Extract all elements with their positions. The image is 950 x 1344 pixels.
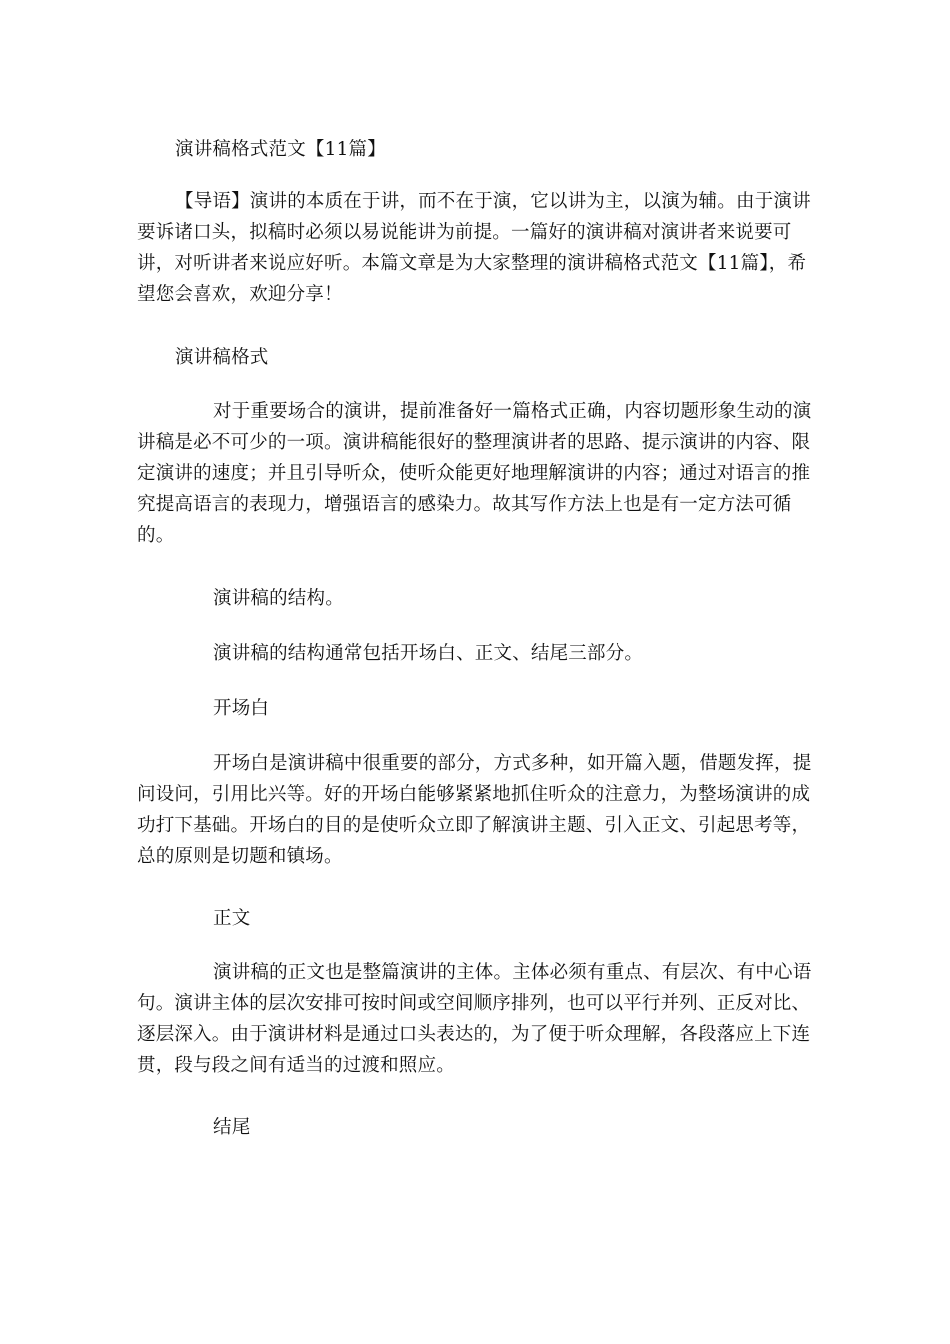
body-paragraph: 演讲稿的正文也是整篇演讲的主体。主体必须有重点、有层次、有中心语句。演讲主体的层次安排可按时间或空间顺序排列，也可以平行并列、正反对比、逐层深入。由于演讲材料是通过口头表达的，为了便于听众理解，各段落应上下连贯，段与段之间有适当的过渡和照应。 — [137, 962, 812, 1076]
structure-paragraph: 演讲稿的结构通常包括开场白、正文、结尾三部分。 — [213, 643, 644, 664]
body-heading: 正文 — [213, 908, 251, 929]
intro-paragraph: 【导语】演讲的本质在于讲，而不在于演，它以讲为主，以演为辅。由于演讲要诉诸口头，拟稿时必须以易说能讲为前提。一篇好的演讲稿对演讲者来说要可讲，对听讲者来说应好听。本篇文章是为大家整理的演讲稿格式范文【11篇】，希望您会喜欢，欢迎分享！ — [137, 191, 811, 305]
format-paragraph: 对于重要场合的演讲，提前准备好一篇格式正确，内容切题形象生动的演讲稿是必不可少的一项。演讲稿能很好的整理演讲者的思路、提示演讲的内容、限定演讲的速度；并且引导听众，使听众能更好地理解演讲的内容；通过对语言的推究提高语言的表现力，增强语言的感染力。故其写作方法上也是有一定方法可循的。 — [137, 401, 812, 546]
section-heading: 演讲稿格式 — [175, 347, 269, 368]
structure-heading: 演讲稿的结构。 — [213, 588, 344, 609]
document-title: 演讲稿格式范文【11篇】 — [175, 139, 386, 160]
opening-heading: 开场白 — [213, 698, 270, 719]
ending-heading: 结尾 — [213, 1117, 251, 1138]
opening-paragraph: 开场白是演讲稿中很重要的部分，方式多种，如开篇入题，借题发挥，提问设问，引用比兴等。好的开场白能够紧紧地抓住听众的注意力，为整场演讲的成功打下基础。开场白的目的是使听众立即了解演讲主题、引入正文、引起思考等，总的原则是切题和镇场。 — [137, 753, 812, 867]
